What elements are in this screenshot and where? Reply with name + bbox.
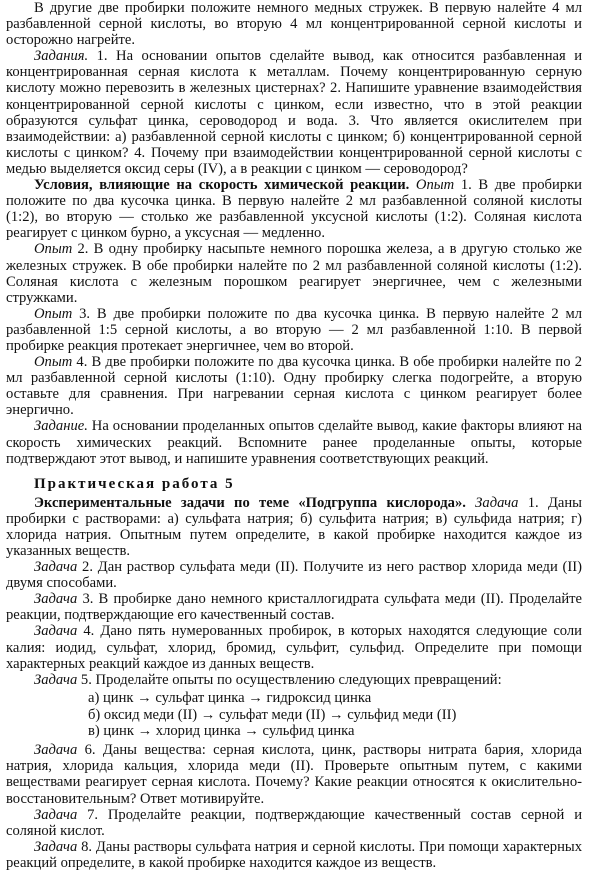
paragraph-assignment xyxy=(6,418,582,466)
lead-word: Опыт xyxy=(34,354,73,371)
lead-word: Задача xyxy=(34,742,78,759)
paragraph-conditions xyxy=(6,177,582,241)
paragraph-task-3 xyxy=(6,591,582,623)
section-heading: Практическая работа 5 xyxy=(34,475,235,492)
paragraph-text: 1. На основании опытов сделайте вывод, как относится разбавленная и концентрированная серная кислота к металлам. Почему концентрированную серную кислоту можно перевозить в железных цистернах? 2. Напишите уравнение взаимодействия концентрированной серной кислоты с цинком, если известно, что в этой реакции образуются сульфат цинка, сероводород и вода. 3. Что является окислителем при взаимодействии: а) разбавленной серной кислоты с цинком; б) концентрированной серной кислоты с цинком? 4. Почему при взаимодействии концентрированной серной кислоты с медью выделяется оксид серы (IV), а в реакции с цинком — сероводород? xyxy=(6,48,582,177)
lead-word: Задача xyxy=(34,806,78,823)
paragraph-text: 4. В две пробирки положите по два кусочка цинка. В обе пробирки налейте по 2 мл разбавленной серной кислоты (1:10). Одну пробирку слегка подогрейте, а вторую оставьте для сравнения. При нагревании серная кислота с цинком реагирует более энергично. xyxy=(6,354,582,419)
transformation-chain-b: б) оксид меди (II) → сульфат меди (II) → сульфид меди (II) xyxy=(88,706,457,723)
paragraph-text: 2. Дан раствор сульфата меди (II). Получите из него раствор хлорида меди (II) двумя способами. xyxy=(6,559,582,592)
lead-word: Задача xyxy=(465,494,519,511)
lead-word: Опыт xyxy=(34,241,73,258)
paragraph-task-2 xyxy=(6,559,582,591)
paragraph-text: На основании проделанных опытов сделайте вывод, какие факторы влияют на скорость химических реакций. Вспомните ранее проделанные опыты, которые подтверждают этот вывод, и напишите уравнения соответствующих реакций. xyxy=(6,418,582,467)
paragraph-experiment-3 xyxy=(6,306,582,354)
paragraph-text: 2. В одну пробирку насыпьте немного порошка железа, а в другую столько же железных стружек. В обе пробирки налейте по 2 мл разбавленной соляной кислоты (1:2). Соляная кислота с железным порошком реагирует энергичнее, чем с железными стружками. xyxy=(6,241,582,306)
paragraph-text: 6. Даны вещества: серная кислота, цинк, растворы нитрата бария, хлорида натрия, хлорида кальция, хлорида меди (II). Проверьте опытным путем, с какими веществами реагирует серная кислота. Почему? Какие реакции относятся к окислительно-восстановительным? Ответ мотивируйте. xyxy=(6,742,582,807)
paragraph-text: 1. Даны пробирки с растворами: а) сульфата натрия; б) сульфита натрия; в) сульфида натрия; г) хлорида натрия. Опытным путем определите, в какой пробирке находится каждое из указанных веществ. xyxy=(6,494,582,559)
paragraph-text: 7. Проделайте реакции, подтверждающие качественный состав серной и соляной кислот. xyxy=(6,806,582,839)
paragraph-text: 5. Проделайте опыты по осуществлению следующих превращений: xyxy=(77,671,502,688)
transformation-chain-c: в) цинк → хлорид цинка → сульфид цинка xyxy=(88,723,355,740)
paragraph xyxy=(6,0,582,48)
paragraph-task-7 xyxy=(6,807,582,839)
lead-word: Опыт xyxy=(409,177,455,194)
transformation-list xyxy=(88,690,582,740)
paragraph-text: 1. В две пробирки положите по два кусочка цинка. В первую налейте 2 мл разбавленной соляной кислоты (1:2), во вторую — столько же разбавленной уксусной кислоты (1:2). Соляная кислота реагирует с цинком бурно, а уксусная — медленно. xyxy=(6,177,582,242)
paragraph-task-5 xyxy=(6,672,582,688)
paragraph-tasks xyxy=(6,48,582,177)
lead-word: Задача xyxy=(34,671,78,688)
lead-word: Задача xyxy=(34,838,78,855)
paragraph-experiment-2 xyxy=(6,241,582,305)
paragraph-text: 3. В пробирке дано немного кристаллогидрата сульфата меди (II). Проделайте реакции, подтверждающие его качественный состав. xyxy=(6,591,582,624)
paragraph-text: 8. Даны растворы сульфата натрия и серной кислоты. При помощи характерных реакций определите, в какой пробирке находится каждое из веществ. xyxy=(6,838,582,871)
section-subtitle: Условия, влияющие на скорость химической реакции. xyxy=(34,177,410,194)
paragraph-text: 4. Дано пять нумерованных пробирок, в которых находятся следующие соли калия: иодид, сульфат, хлорид, бромид, сульфит, сульфид. Определите при помощи характерных реакций каждое из данных веществ. xyxy=(6,623,582,672)
lead-word: Задача xyxy=(34,623,78,640)
paragraph-text: 3. В две пробирки положите по два кусочка цинка. В первую налейте 2 мл разбавленной 1:5 серной кислоты, а во вторую — 2 мл разбавленной 1:10. В первой пробирке реакция протекает энергичнее, чем во второй. xyxy=(6,305,582,354)
paragraph-task-6 xyxy=(6,742,582,806)
transformation-chain-a: а) цинк → сульфат цинка → гидроксид цинка xyxy=(88,689,372,706)
paragraph-experiment-4 xyxy=(6,354,582,418)
paragraph-task-1 xyxy=(6,495,582,559)
paragraph-text: В другие две пробирки положите немного медных стружек. В первую налейте 4 мл разбавленной серной кислоты, во вторую 4 мл концентрированной серной кислоты и осторожно нагрейте. xyxy=(6,0,582,49)
section-subtitle: Экспериментальные задачи по теме «Подгруппа кислорода». xyxy=(34,494,466,511)
lead-word: Задача xyxy=(34,559,78,576)
lead-word: Задание. xyxy=(34,418,88,435)
paragraph-task-4 xyxy=(6,623,582,671)
lead-word: Задания. xyxy=(34,48,89,65)
lead-word: Задача xyxy=(34,591,78,608)
lead-word: Опыт xyxy=(34,305,73,322)
paragraph-task-8 xyxy=(6,839,582,871)
